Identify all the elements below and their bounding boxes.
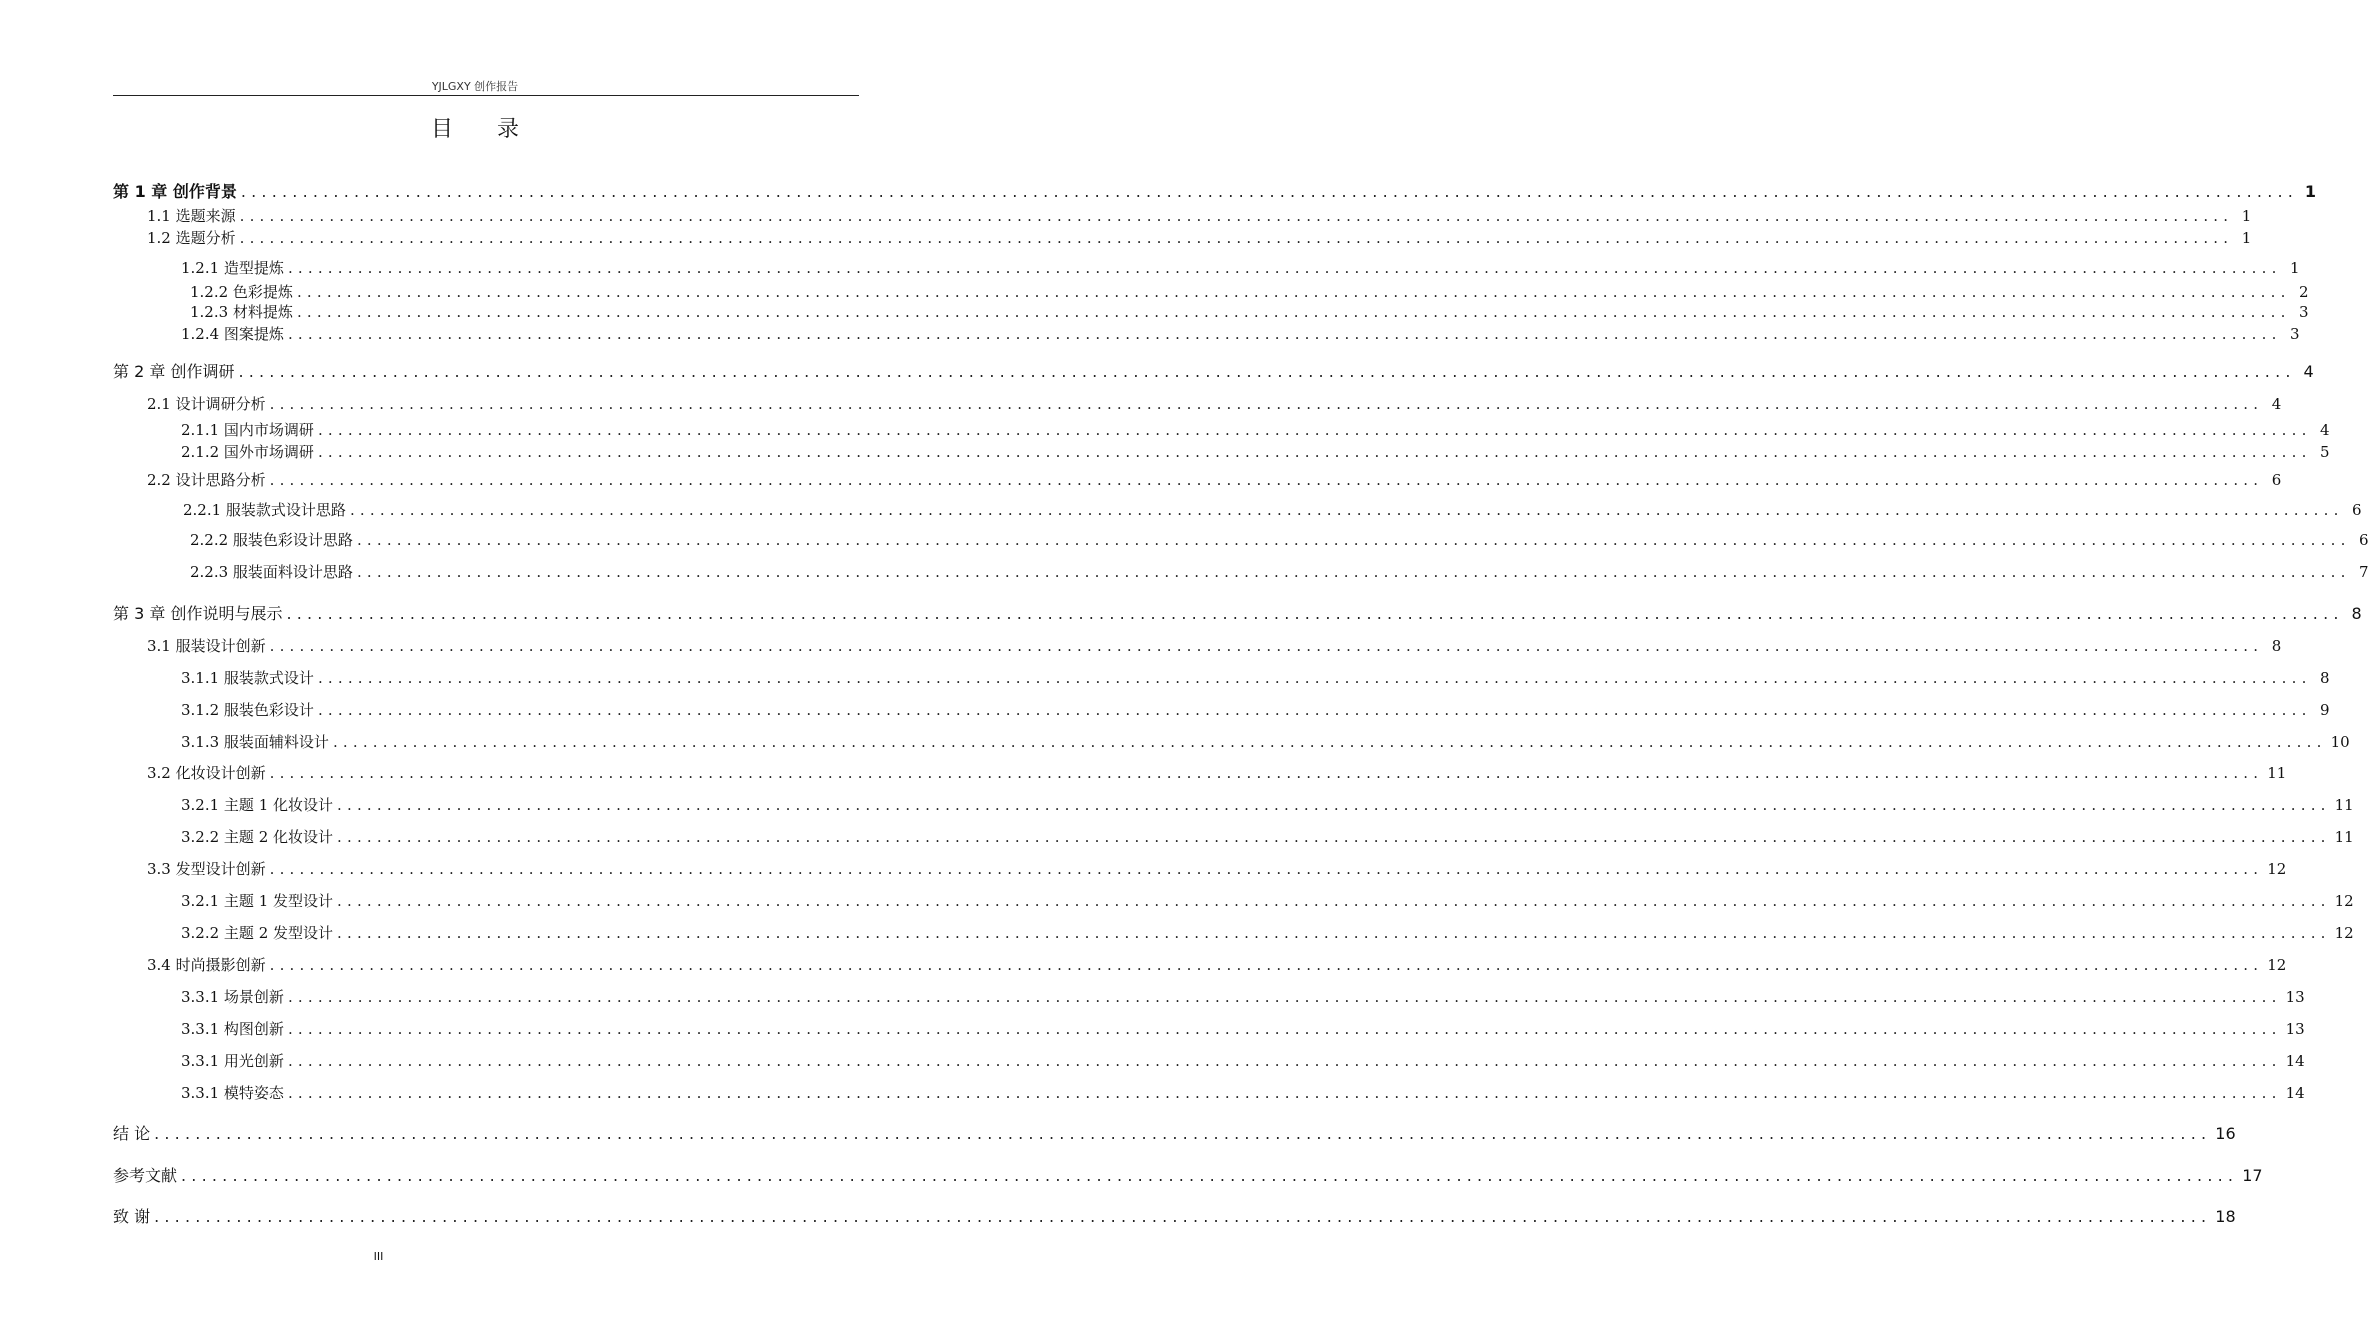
toc-leader-dots: ........................................................................................................................................................................................................ — [154, 1124, 2212, 1143]
toc-leader-dots: ........................................................................................................................................................................................................ — [269, 764, 2264, 782]
toc-entry-label: 3.4 时尚摄影创新 — [147, 956, 266, 974]
toc-leader-dots: ........................................................................................................................................................................................................ — [296, 283, 2291, 301]
toc-entry-page: 9 — [2320, 701, 2330, 719]
toc-entry[interactable] — [181, 794, 2354, 816]
toc-entry[interactable] — [113, 1165, 2263, 1187]
toc-entry-label: 2.1.2 国外市场调研 — [181, 443, 314, 461]
toc-entry-label: 1.2 选题分析 — [147, 229, 236, 247]
toc-entry-page: 6 — [2359, 531, 2369, 549]
toc-leader-dots: ........................................................................................................................................................................................................ — [287, 1052, 2282, 1070]
toc-entry-label: 1.2.3 材料提炼 — [190, 303, 293, 321]
toc-entry[interactable] — [183, 499, 2362, 521]
toc-entry-page: 14 — [2285, 1084, 2305, 1102]
toc-entry-label: 3.1.3 服装面辅料设计 — [181, 733, 329, 751]
toc-entry[interactable] — [181, 699, 2330, 721]
toc-entry-page: 16 — [2215, 1124, 2236, 1143]
toc-leader-dots: ........................................................................................................................................................................................................ — [287, 259, 2282, 277]
toc-entry[interactable] — [190, 529, 2369, 551]
toc-entry-label: 2.2.1 服装款式设计思路 — [183, 501, 346, 519]
toc-entry[interactable] — [181, 323, 2300, 345]
toc-entry-label: 第 3 章 创作说明与展示 — [113, 604, 283, 623]
toc-leader-dots: ........................................................................................................................................................................................................ — [269, 956, 2264, 974]
toc-leader-dots: ........................................................................................................................................................................................................ — [269, 395, 2264, 413]
toc-leader-dots: ........................................................................................................................................................................................................ — [356, 531, 2351, 549]
toc-entry[interactable] — [113, 361, 2314, 383]
toc-entry[interactable] — [113, 1206, 2236, 1228]
toc-entry[interactable] — [181, 419, 2330, 441]
toc-leader-dots: ........................................................................................................................................................................................................ — [239, 207, 2234, 225]
toc-entry-label: 2.1.1 国内市场调研 — [181, 421, 314, 439]
toc-entry-label: 3.3.1 场景创新 — [181, 988, 284, 1006]
toc-entry-page: 13 — [2285, 1020, 2305, 1038]
toc-entry-page: 3 — [2290, 325, 2300, 343]
toc-entry-page: 8 — [2351, 604, 2362, 623]
toc-entry-page: 4 — [2303, 362, 2314, 381]
toc-leader-dots: ........................................................................................................................................................................................................ — [269, 637, 2264, 655]
toc-entry-page: 1 — [2290, 259, 2300, 277]
toc-leader-dots: ........................................................................................................................................................................................................ — [287, 1020, 2282, 1038]
toc-entry[interactable] — [113, 1123, 2236, 1145]
toc-entry[interactable] — [147, 469, 2282, 491]
toc-entry[interactable] — [181, 890, 2354, 912]
toc-entry-page: 17 — [2242, 1166, 2263, 1185]
toc-entry[interactable] — [190, 561, 2369, 583]
toc-entry-label: 2.2.2 服装色彩设计思路 — [190, 531, 353, 549]
toc-entry-label: 3.1 服装设计创新 — [147, 637, 266, 655]
toc-entry-label: 3.3.1 用光创新 — [181, 1052, 284, 1070]
toc-entry-page: 12 — [2334, 924, 2354, 942]
toc-entry[interactable] — [147, 858, 2287, 880]
toc-leader-dots: ........................................................................................................................................................................................................ — [181, 1166, 2239, 1185]
toc-entry[interactable] — [113, 181, 2317, 203]
toc-entry-label: 结 论 — [113, 1124, 151, 1143]
toc-entry-label: 3.2.2 主题 2 发型设计 — [181, 924, 334, 942]
toc-entry-page: 7 — [2359, 563, 2369, 581]
toc-entry-label: 致 谢 — [113, 1207, 151, 1226]
toc-leader-dots: ........................................................................................................................................................................................................ — [317, 701, 2312, 719]
toc-entry-page: 6 — [2352, 501, 2362, 519]
toc-entry-page: 12 — [2267, 860, 2287, 878]
toc-entry-page: 18 — [2215, 1207, 2236, 1226]
toc-entry-page: 11 — [2334, 828, 2354, 846]
toc-entry-page: 12 — [2334, 892, 2354, 910]
toc-leader-dots: ........................................................................................................................................................................................................ — [337, 924, 2331, 942]
toc-leader-dots: ........................................................................................................................................................................................................ — [317, 421, 2312, 439]
toc-entry-label: 3.3.1 模特姿态 — [181, 1084, 284, 1102]
toc-entry-label: 3.2.2 主题 2 化妆设计 — [181, 828, 334, 846]
toc-leader-dots: ........................................................................................................................................................................................................ — [269, 471, 2264, 489]
toc-entry-page: 8 — [2271, 637, 2282, 655]
toc-entry-page: 4 — [2320, 421, 2330, 439]
toc-entry-label: 3.2.1 主题 1 发型设计 — [181, 892, 334, 910]
toc-entry-label: 3.2 化妆设计创新 — [147, 764, 266, 782]
toc-entry-label: 1.2.4 图案提炼 — [181, 325, 284, 343]
toc-entry-label: 3.3 发型设计创新 — [147, 860, 266, 878]
toc-entry[interactable] — [181, 986, 2305, 1008]
toc-entry[interactable] — [147, 635, 2282, 657]
toc-entry[interactable] — [181, 1082, 2305, 1104]
running-header: YJLGXY 创作报告 — [431, 80, 519, 93]
toc-leader-dots: ........................................................................................................................................................................................................ — [154, 1207, 2212, 1226]
toc-leader-dots: ........................................................................................................................................................................................................ — [287, 988, 2282, 1006]
toc-entry[interactable] — [147, 954, 2287, 976]
toc-leader-dots: ........................................................................................................................................................................................................ — [286, 604, 2344, 623]
toc-entry-page: 11 — [2267, 764, 2287, 782]
toc-entry-label: 3.1.2 服装色彩设计 — [181, 701, 314, 719]
toc-leader-dots: ........................................................................................................................................................................................................ — [337, 892, 2331, 910]
toc-entry-label: 3.2.1 主题 1 化妆设计 — [181, 796, 334, 814]
toc-entry-label: 2.2.3 服装面料设计思路 — [190, 563, 353, 581]
toc-entry[interactable] — [181, 257, 2300, 279]
toc-entry[interactable] — [147, 227, 2252, 249]
toc-entry[interactable] — [113, 603, 2362, 625]
toc-entry-label: 1.1 选题来源 — [147, 207, 236, 225]
toc-entry[interactable] — [181, 667, 2330, 689]
toc-entry[interactable] — [181, 441, 2330, 463]
toc-entry[interactable] — [190, 301, 2309, 323]
toc-leader-dots: ........................................................................................................................................................................................................ — [287, 325, 2282, 343]
toc-entry-page: 3 — [2299, 303, 2309, 321]
toc-leader-dots: ........................................................................................................................................................................................................ — [332, 733, 2327, 751]
toc-entry[interactable] — [181, 1018, 2305, 1040]
toc-entry[interactable] — [181, 1050, 2305, 1072]
toc-entry[interactable] — [190, 281, 2309, 303]
toc-entry-page: 4 — [2271, 395, 2282, 413]
page-title: 目录 — [430, 117, 563, 142]
toc-leader-dots: ........................................................................................................................................................................................................ — [269, 860, 2264, 878]
toc-leader-dots: ........................................................................................................................................................................................................ — [317, 669, 2312, 687]
toc-leader-dots: ........................................................................................................................................................................................................ — [287, 1084, 2282, 1102]
toc-leader-dots: ........................................................................................................................................................................................................ — [238, 362, 2296, 381]
toc-entry-page: 13 — [2285, 988, 2305, 1006]
toc-entry-label: 第 1 章 创作背景 — [113, 182, 237, 201]
toc-entry-label: 1.2.2 色彩提炼 — [190, 283, 293, 301]
toc-entry[interactable] — [147, 762, 2287, 784]
toc-entry[interactable] — [181, 826, 2354, 848]
toc-entry-page: 1 — [2241, 229, 2252, 247]
toc-entry-label: 3.1.1 服装款式设计 — [181, 669, 314, 687]
toc-entry[interactable] — [181, 922, 2354, 944]
toc-leader-dots: ........................................................................................................................................................................................................ — [356, 563, 2351, 581]
toc-leader-dots: ........................................................................................................................................................................................................ — [337, 796, 2331, 814]
toc-entry-label: 2.2 设计思路分析 — [147, 471, 266, 489]
toc-entry[interactable] — [181, 731, 2350, 753]
toc-leader-dots: ........................................................................................................................................................................................................ — [349, 501, 2344, 519]
toc-entry-label: 2.1 设计调研分析 — [147, 395, 266, 413]
toc-leader-dots: ........................................................................................................................................................................................................ — [239, 229, 2234, 247]
toc-entry[interactable] — [147, 393, 2282, 415]
toc-entry-page: 1 — [2241, 207, 2252, 225]
page-number: III — [373, 1250, 384, 1263]
toc-entry-page: 11 — [2334, 796, 2354, 814]
toc-entry-label: 参考文献 — [113, 1166, 178, 1185]
toc-leader-dots: ........................................................................................................................................................................................................ — [296, 303, 2291, 321]
toc-entry-page: 6 — [2271, 471, 2282, 489]
toc-leader-dots: ........................................................................................................................................................................................................ — [337, 828, 2331, 846]
toc-entry-page: 5 — [2320, 443, 2330, 461]
toc-entry-page: 2 — [2299, 283, 2309, 301]
toc-entry-page: 14 — [2285, 1052, 2305, 1070]
toc-leader-dots: ........................................................................................................................................................................................................ — [317, 443, 2312, 461]
toc-entry-page: 12 — [2267, 956, 2287, 974]
toc-entry[interactable] — [147, 205, 2252, 227]
toc-leader-dots: ........................................................................................................................................................................................................ — [240, 182, 2299, 201]
toc-entry-page: 8 — [2320, 669, 2330, 687]
toc-entry-label: 3.3.1 构图创新 — [181, 1020, 284, 1038]
toc-entry-label: 1.2.1 造型提炼 — [181, 259, 284, 277]
toc-entry-label: 第 2 章 创作调研 — [113, 362, 235, 381]
toc-entry-page: 1 — [2304, 182, 2317, 201]
toc-entry-page: 10 — [2330, 733, 2350, 751]
